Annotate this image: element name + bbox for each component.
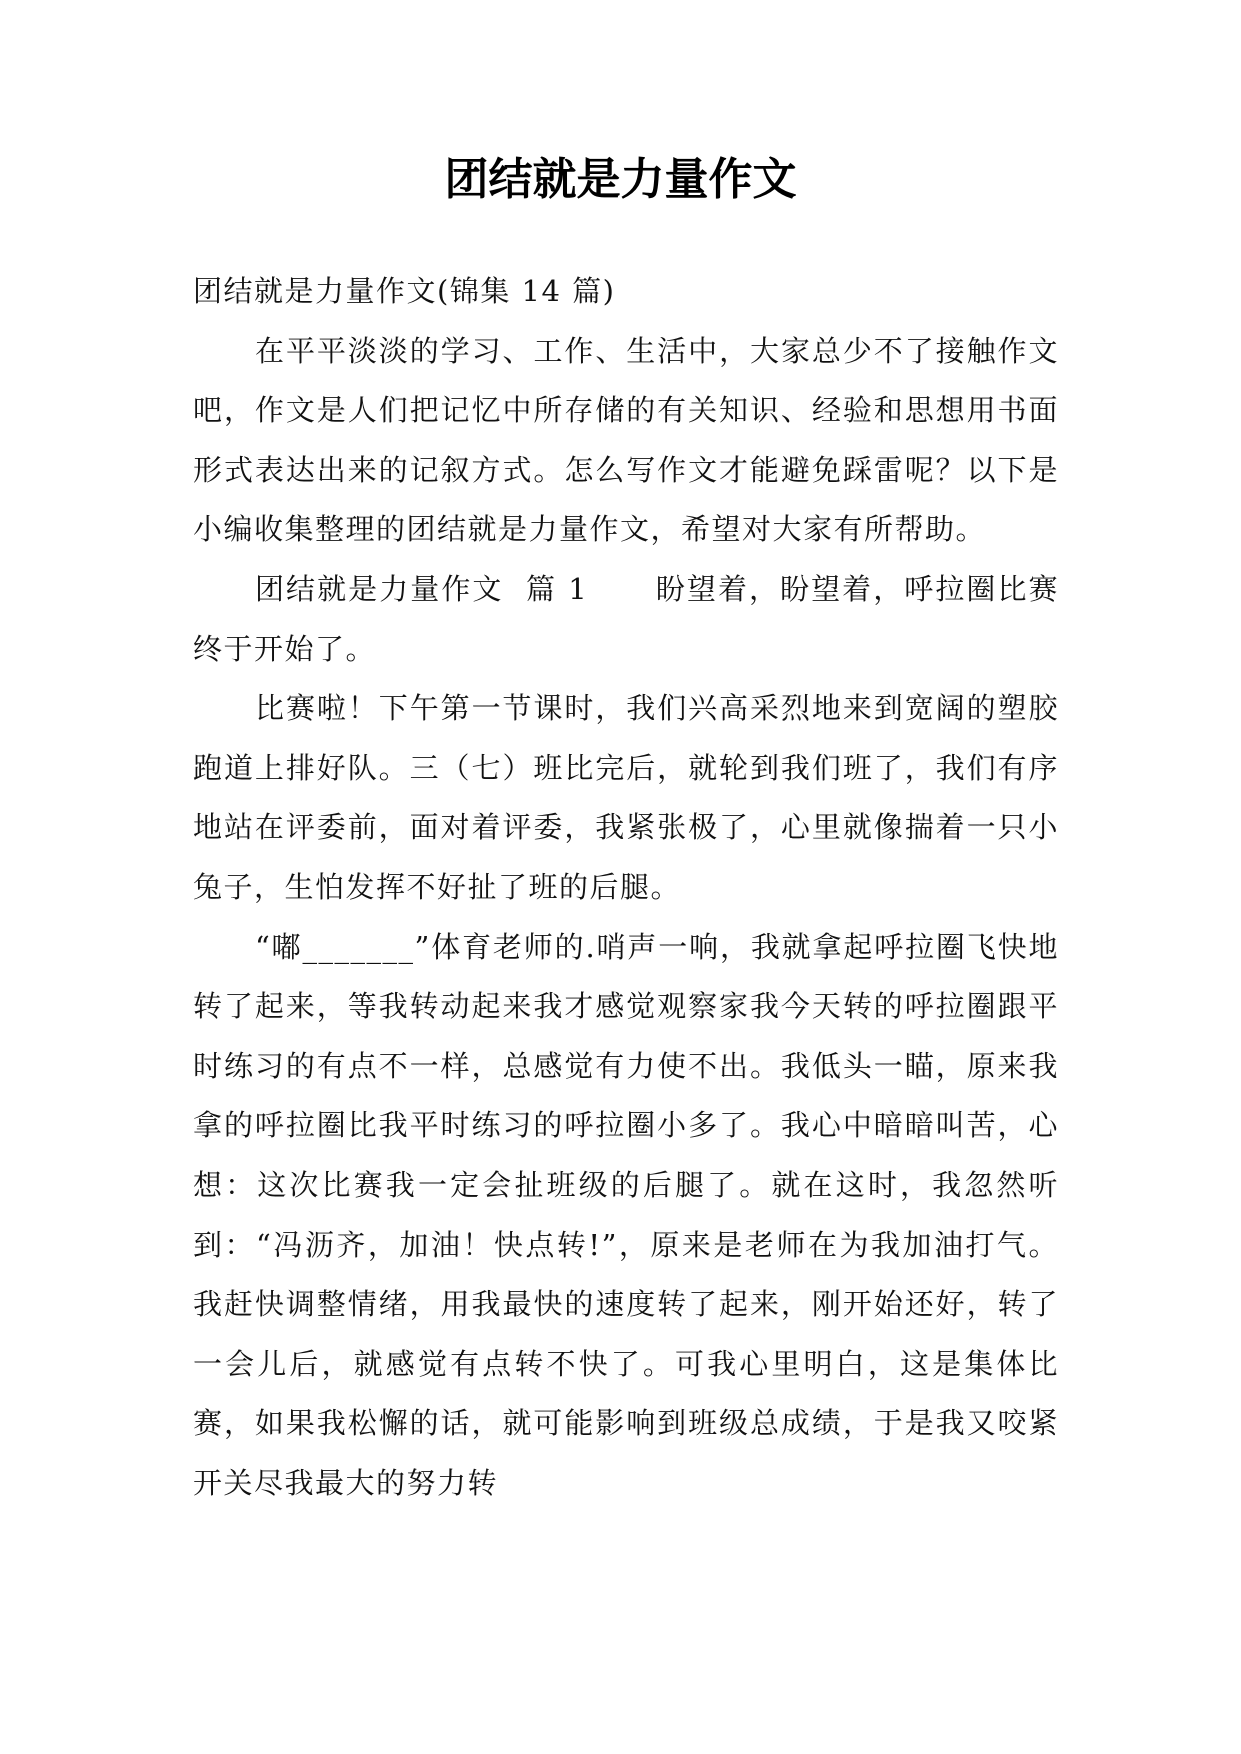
intro-paragraph: 在平平淡淡的学习、工作、生活中，大家总少不了接触作文吧，作文是人们把记忆中所存储的有关知识、经验和思想用书面形式表达出来的记叙方式。怎么写作文才能避免踩雷呢？以下是小编收集整理的团结就是力量作文，希望对大家有所帮助。 [193, 333, 1059, 547]
document-title: 团结就是力量作文 [444, 154, 797, 205]
body-paragraph: “嘟_______”体育老师的.哨声一响，我就拿起呼拉圈飞快地转了起来，等我转动起来我才感觉观察家我今天转的呼拉圈跟平时练习的有点不一样，总感觉有力使不出。我低头一瞄，原来我拿的呼拉圈比我平时练习的呼拉圈小多了。我心中暗暗叫苦，心想：这次比赛我一定会扯班级的后腿了。就在这时，我忽然听到：“冯沥齐，加油！快点转!”，原来是老师在为我加油打气。我赶快调整情绪，用我最快的速度转了起来，刚开始还好，转了一会儿后，就感觉有点转不快了。可我心里明白，这是集体比赛，如果我松懈的话，就可能影响到班级总成绩，于是我又咬紧开关尽我最大的努力转 [193, 929, 1059, 1500]
subtitle-paragraph: 团结就是力量作文(锦集 14 篇) [193, 274, 616, 308]
body-paragraph: 比赛啦！下午第一节课时，我们兴高采烈地来到宽阔的塑胶跑道上排好队。三（七）班比完后，就轮到我们班了，我们有序地站在评委前，面对着评委，我紧张极了，心里就像揣着一只小兔子，生怕发挥不好扯了班的后腿。 [193, 691, 1059, 904]
document-body [193, 262, 1059, 1513]
essay-heading-paragraph: 团结就是力量作文 篇 1 盼望着，盼望着，呼拉圈比赛终于开始了。 [193, 571, 1059, 666]
